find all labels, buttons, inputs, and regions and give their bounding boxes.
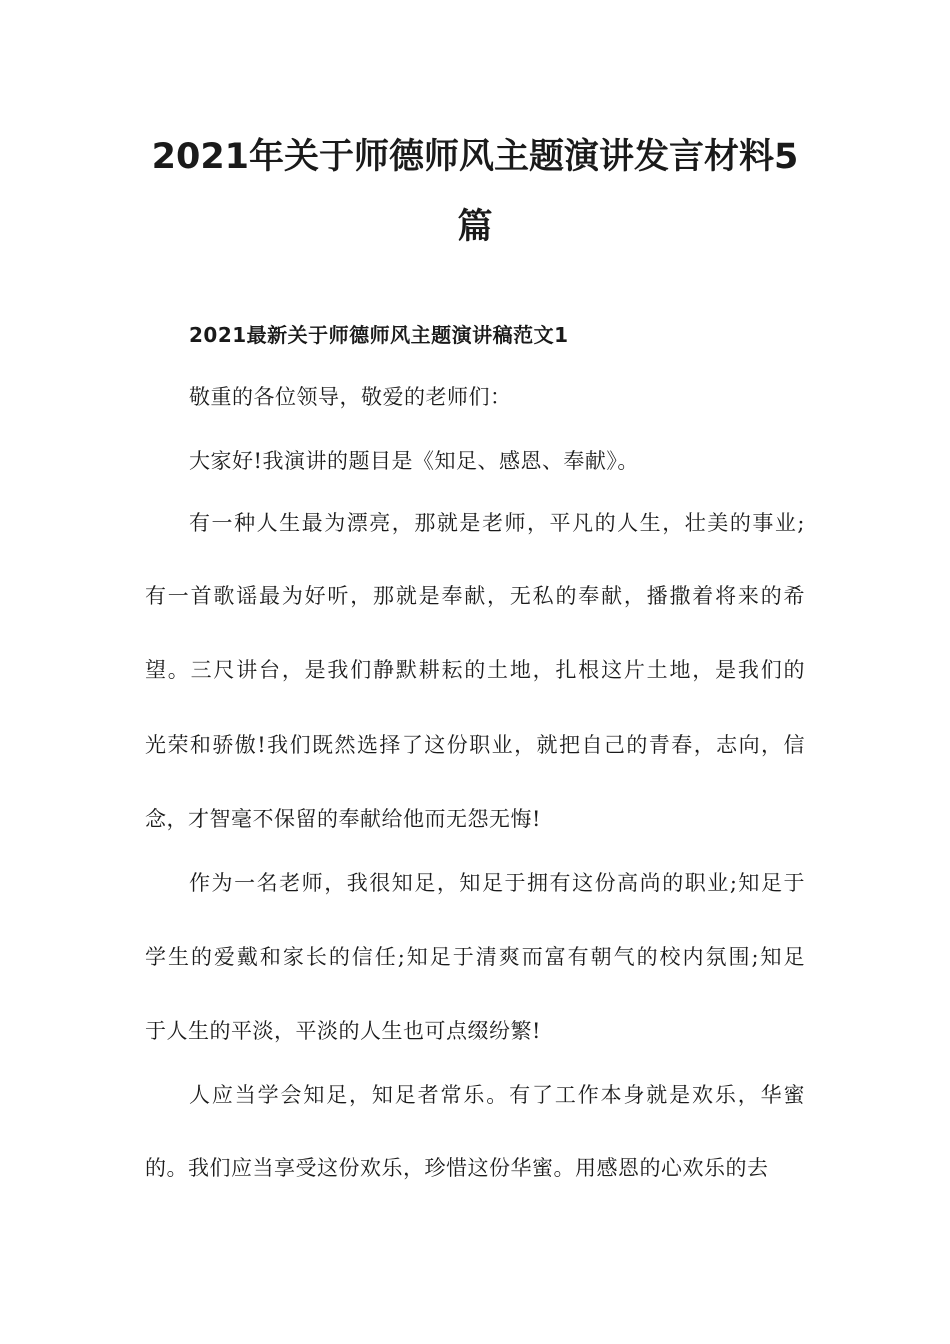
paragraph-2-line-2: 学生的爱戴和家长的信任;知足于清爽而富有朝气的校内氛围;知足 <box>145 945 805 969</box>
paragraph-1-line-5: 念，才智毫不保留的奉献给他而无怨无悔! <box>145 807 541 831</box>
paragraph-3-line-2: 的。我们应当享受这份欢乐，珍惜这份华蜜。用感恩的心欢乐的去 <box>145 1156 769 1180</box>
paragraph-2-line-3: 于人生的平淡，平淡的人生也可点缀纷繁! <box>145 1019 541 1043</box>
paragraph-1-line-3: 望。三尺讲台，是我们静默耕耘的土地，扎根这片土地，是我们的 <box>145 658 805 682</box>
paragraph-2-line-1: 作为一名老师，我很知足，知足于拥有这份高尚的职业;知足于 <box>189 871 805 895</box>
document-title-line-1: 2021年关于师德师风主题演讲发言材料5 <box>151 137 799 177</box>
paragraph-1-line-2: 有一首歌谣最为好听，那就是奉献，无私的奉献，播撒着将来的希 <box>145 584 805 608</box>
paragraph-3-line-1: 人应当学会知足，知足者常乐。有了工作本身就是欢乐，华蜜 <box>189 1083 805 1107</box>
greeting: 大家好!我演讲的题目是《知足、感恩、奉献》。 <box>189 449 639 473</box>
salutation: 敬重的各位领导，敬爱的老师们： <box>189 385 512 409</box>
paragraph-1-line-4: 光荣和骄傲!我们既然选择了这份职业，就把自己的青春，志向，信 <box>145 733 805 757</box>
document-title-line-2: 篇 <box>457 207 493 247</box>
section-heading: 2021最新关于师德师风主题演讲稿范文1 <box>189 323 569 347</box>
paragraph-1-line-1: 有一种人生最为漂亮，那就是老师，平凡的人生，壮美的事业; <box>189 511 805 535</box>
